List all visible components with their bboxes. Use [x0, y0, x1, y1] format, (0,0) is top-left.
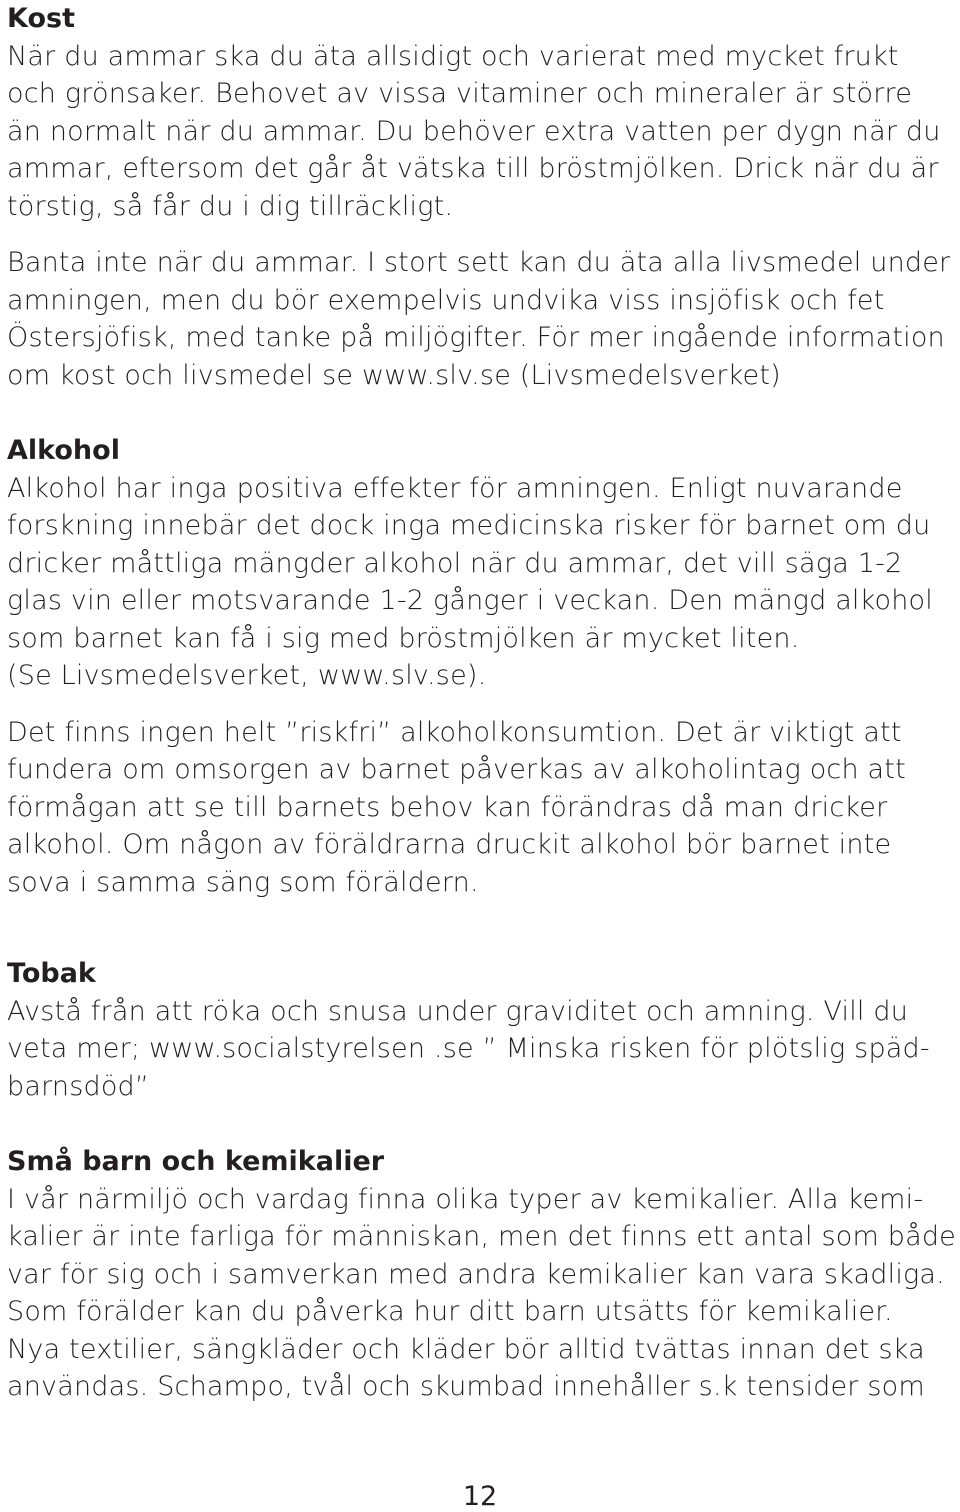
section-spacer	[7, 901, 957, 955]
text-line: förmågan att se till barnets behov kan förändras då man dricker	[7, 791, 888, 823]
text-line: Det finns ingen helt ”riskfri” alkoholkonsumtion. Det är viktigt att	[7, 716, 902, 748]
text-line: Nya textilier, sängkläder och kläder bör alltid tvättas innan det ska	[7, 1333, 925, 1365]
paragraph-spacer	[7, 695, 957, 714]
document-page	[7, 0, 957, 1406]
text-line: Banta inte när du ammar. I stort sett kan du äta alla livsmedel under	[7, 247, 951, 278]
tobak-paragraph-1	[7, 993, 957, 1106]
section-spacer	[7, 394, 957, 432]
text-line: amningen, men du bör exempelvis undvika viss insjöfisk och fet	[7, 284, 885, 316]
alkohol-paragraph-2	[7, 714, 957, 902]
text-line: När du ammar ska du äta allsidigt och varierat med mycket frukt	[7, 40, 899, 72]
section-heading-kost: Kost	[7, 3, 75, 34]
text-line: sova i samma säng som föräldern.	[7, 866, 479, 898]
text-line: forskning innebär det dock inga medicinska risker för barnet om du	[7, 510, 931, 541]
text-line: fundera om omsorgen av barnet påverkas av alkoholintag och att	[7, 754, 906, 785]
text-line: Avstå från att röka och snusa under graviditet och amning. Vill du	[7, 995, 909, 1027]
text-line: som barnet kan få i sig med bröstmjölken är mycket liten.	[7, 622, 800, 654]
text-line: än normalt när du ammar. Du behöver extra vatten per dygn när du	[7, 115, 941, 147]
alkohol-paragraph-1	[7, 470, 957, 695]
text-line: Östersjöfisk, med tanke på miljögifter. För mer ingående information	[7, 322, 945, 353]
text-line: törstig, så får du i dig tillräckligt.	[7, 190, 454, 222]
text-line: dricker måttliga mängder alkohol när du ammar, det vill säga 1-2	[7, 547, 903, 579]
text-line: användas. Schampo, tvål och skumbad innehåller s.k tensider som	[7, 1371, 925, 1402]
text-line: Som förälder kan du påverka hur ditt barn utsätts för kemikalier.	[7, 1296, 893, 1327]
text-line: Alkohol har inga positiva effekter för amningen. Enligt nuvarande	[7, 472, 903, 504]
text-line: kalier är inte farliga för människan, men det finns ett antal som både	[7, 1221, 956, 1252]
kost-paragraph-1	[7, 38, 957, 226]
section-heading-alkohol: Alkohol	[7, 435, 120, 466]
text-line: glas vin eller motsvarande 1-2 gånger i veckan. Den mängd alkohol	[7, 585, 933, 616]
text-line: var för sig och i samverkan med andra kemikalier kan vara skadliga.	[7, 1258, 945, 1290]
paragraph-spacer	[7, 225, 957, 244]
text-line: alkohol. Om någon av föräldrarna druckit alkohol bör barnet inte	[7, 829, 892, 860]
kemikalier-paragraph-1	[7, 1181, 957, 1406]
section-heading-tobak: Tobak	[7, 958, 96, 989]
text-line: och grönsaker. Behovet av vissa vitaminer och mineraler är större	[7, 78, 913, 109]
text-line: ammar, eftersom det går åt vätska till bröstmjölken. Drick när du är	[7, 153, 939, 184]
section-heading-kemikalier: Små barn och kemikalier	[7, 1146, 385, 1177]
text-line: (Se Livsmedelsverket, www.slv.se).	[7, 660, 487, 691]
page-number: 12	[462, 1481, 498, 1512]
text-line: barnsdöd”	[7, 1070, 150, 1102]
text-line: om kost och livsmedel se www.slv.se (Livsmedelsverket)	[7, 359, 781, 391]
section-spacer	[7, 1105, 957, 1143]
text-line: veta mer; www.socialstyrelsen .se ” Minska risken för plötslig späd-	[7, 1033, 930, 1064]
text-line: I vår närmiljö och vardag finna olika typer av kemikalier. Alla kemi-	[7, 1183, 924, 1215]
kost-paragraph-2	[7, 244, 957, 394]
